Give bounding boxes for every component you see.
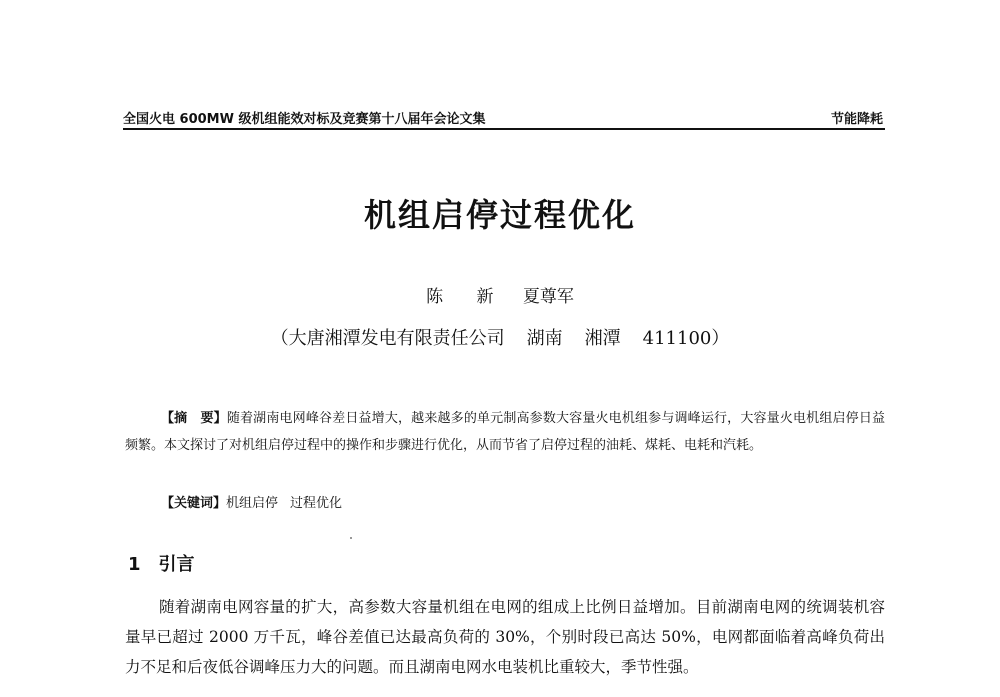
keyword: 过程优化	[290, 496, 343, 511]
running-header-left: 全国火电 600MW 级机组能效对标及竞赛第十八届年会论文集	[123, 112, 486, 127]
abstract-label: 【摘 要】	[161, 411, 227, 426]
affiliation-close-paren: ）	[711, 328, 730, 349]
section-number: 1	[128, 554, 141, 575]
keywords-label: 【关键词】	[161, 496, 227, 511]
affiliation	[0, 324, 1000, 350]
keywords	[161, 490, 881, 517]
author-name: 陈 新	[426, 287, 508, 307]
body-paragraph: 随着湖南电网容量的扩大，高参数大容量机组在电网的组成上比例日益增加。目前湖南电网的统调装机容量早已超过 2000 万千瓦，峰谷差值已达最高负荷的 30%，个别时段已高达 50%，电网都面临着高峰负荷出力不足和后夜低谷调峰压力大的问题。而且湖南电网水电装机比重较大，季节性强。	[125, 598, 885, 676]
affiliation-org: 大唐湘潭发电有限责任公司	[288, 328, 505, 349]
affiliation-city: 湘潭	[584, 328, 621, 349]
author-list	[0, 282, 1000, 307]
section-heading	[128, 550, 195, 576]
abstract-text: 随着湖南电网峰谷差日益增大，越来越多的单元制高参数大容量火电机组参与调峰运行，大容量火电机组启停日益频繁。本文探讨了对机组启停过程中的操作和步骤进行优化，从而节省了启停过程的油耗、煤耗、电耗和汽耗。	[125, 411, 885, 453]
affiliation-postcode: 411100	[642, 328, 712, 349]
affiliation-open-paren: （	[270, 328, 289, 349]
abstract	[125, 405, 885, 459]
section-title: 引言	[158, 554, 195, 575]
affiliation-province: 湖南	[526, 328, 563, 349]
paper-title: 机组启停过程优化	[363, 196, 636, 234]
header-rule	[123, 128, 885, 130]
running-header-right: 节能降耗	[830, 112, 883, 127]
running-header	[123, 107, 883, 127]
keyword: 机组启停	[226, 496, 279, 511]
scan-speck	[350, 537, 352, 539]
author-name: 夏尊军	[522, 287, 574, 307]
